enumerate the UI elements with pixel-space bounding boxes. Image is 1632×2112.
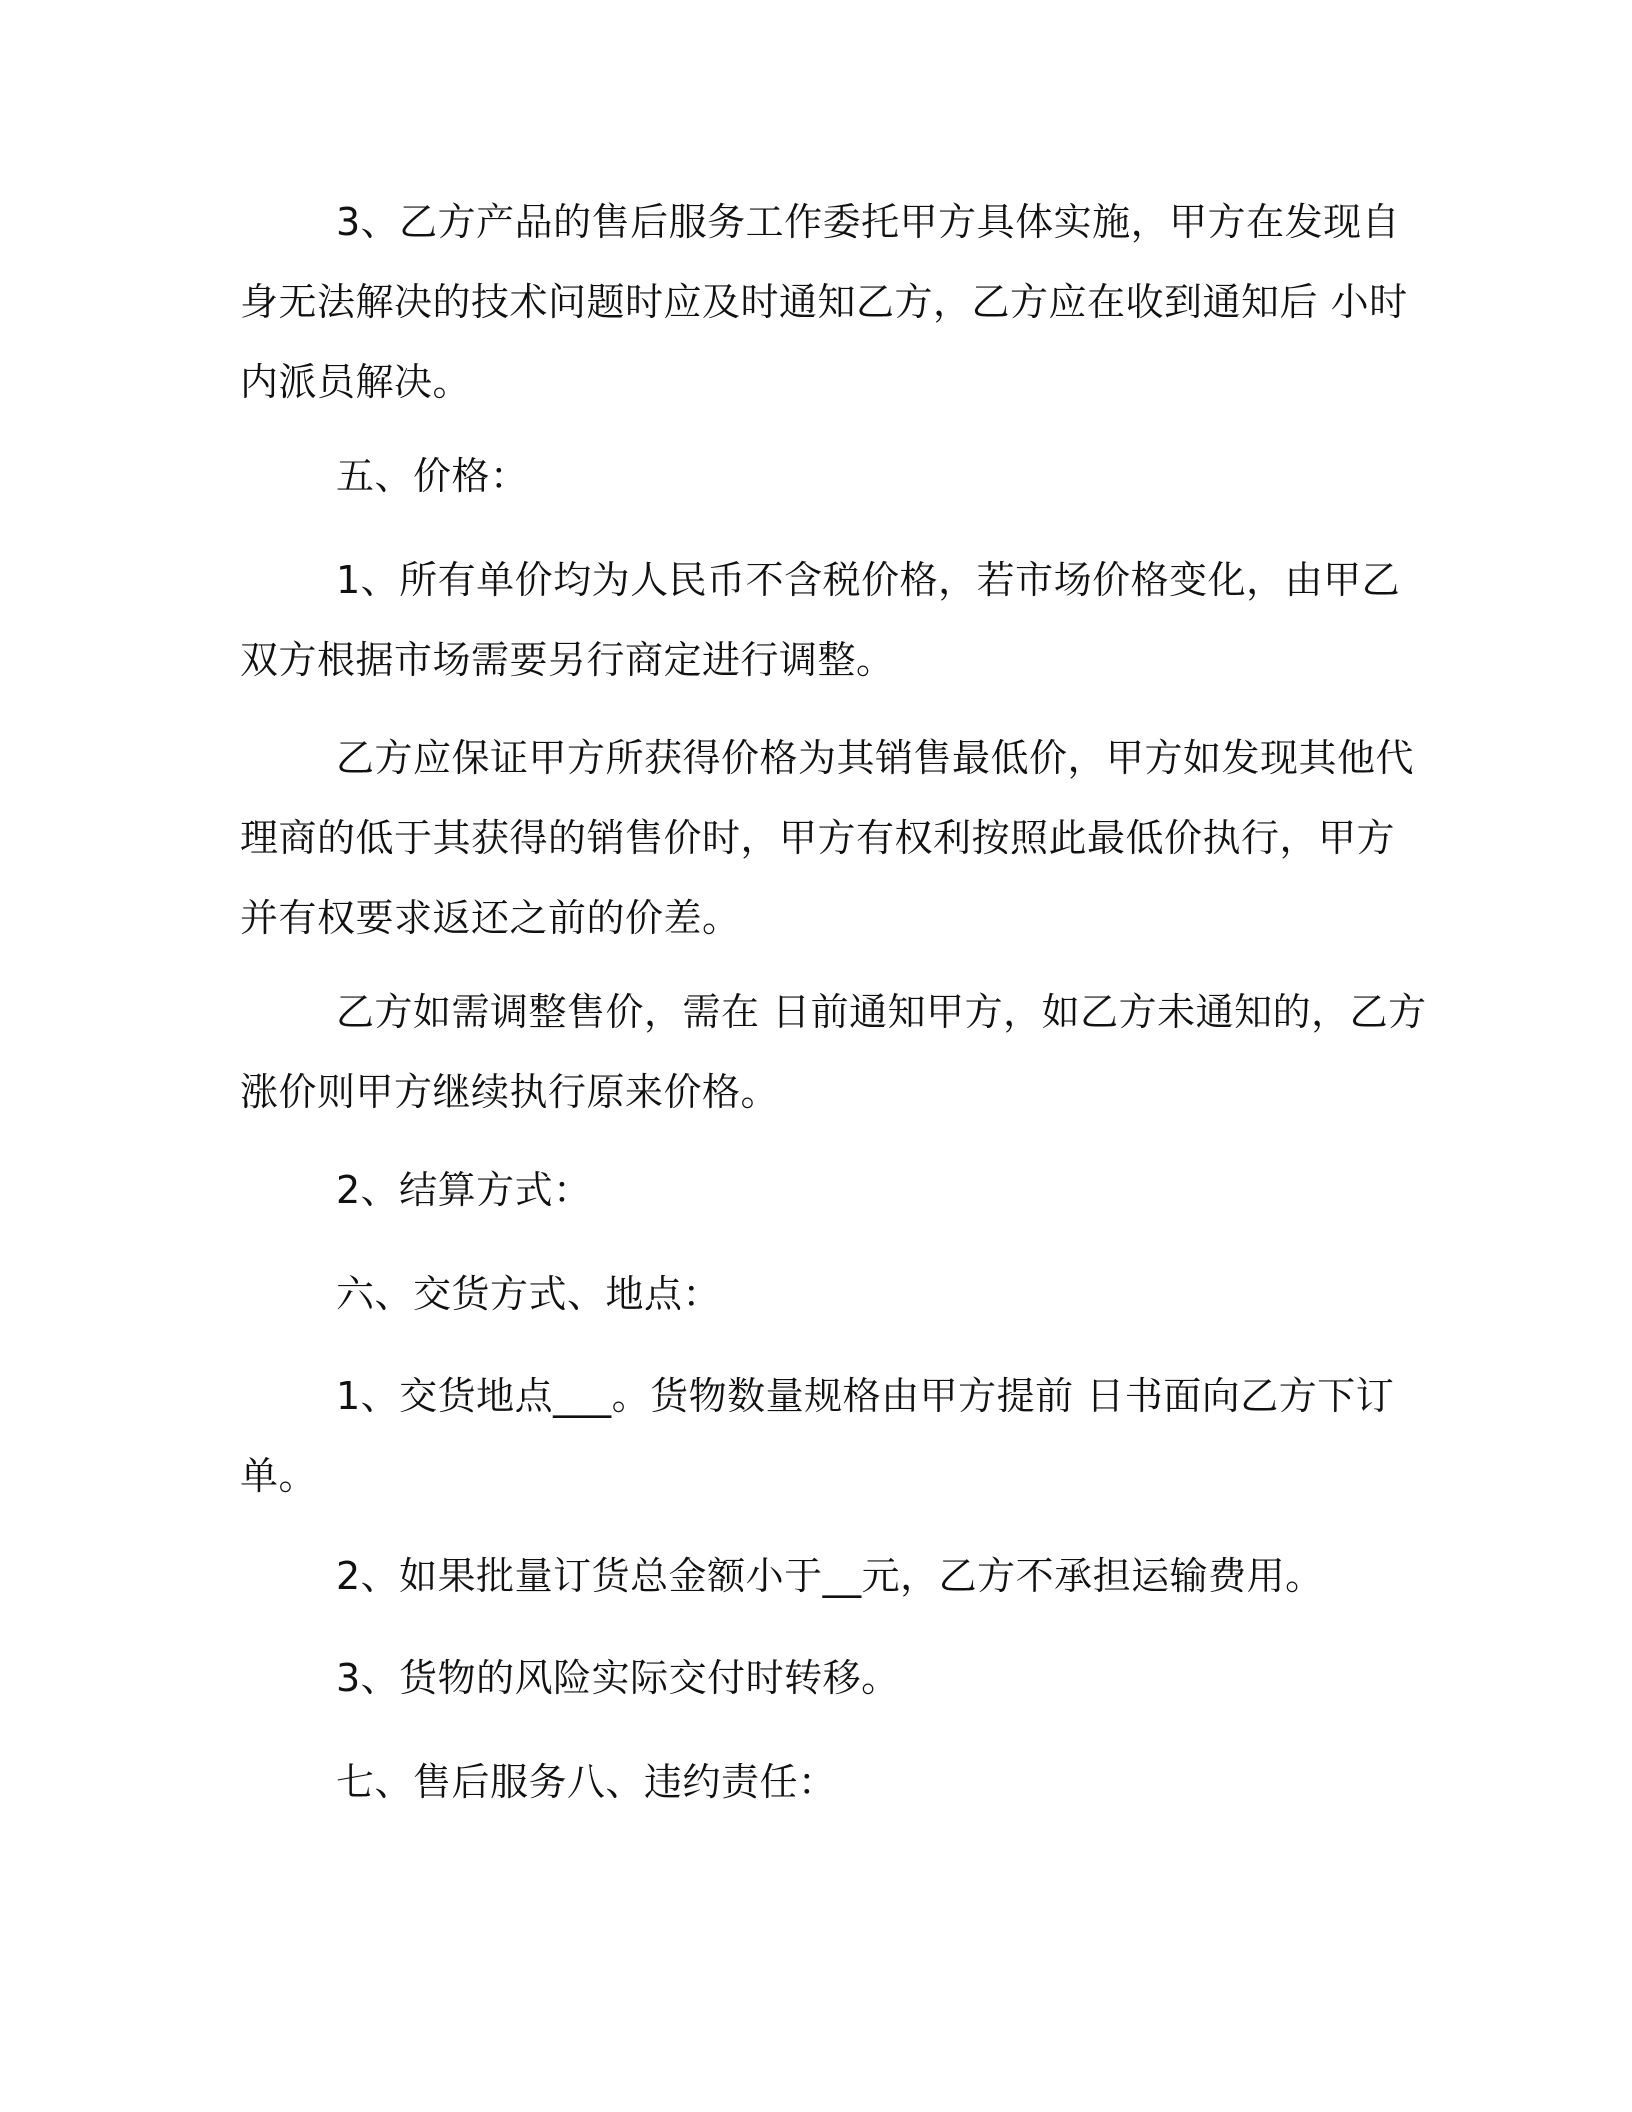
paragraph-risk-transfer: [240, 1638, 1400, 1718]
paragraph-line: 1、交货地点___。货物数量规格由甲方提前 日书面向乙方下订: [336, 1374, 1395, 1418]
paragraph-line: 内派员解决。: [240, 360, 472, 404]
paragraph-line: 涨价则甲方继续执行原来价格。: [240, 1070, 780, 1114]
paragraph-line: 理商的低于其获得的销售价时，甲方有权利按照此最低价执行，甲方: [240, 816, 1396, 860]
paragraph-line: 乙方应保证甲方所获得价格为其销售最低价，甲方如发现其他代: [336, 736, 1415, 780]
paragraph-settlement: [240, 1150, 1400, 1230]
paragraph-line: 单。: [240, 1454, 318, 1498]
section-heading-after-sales-liability: [240, 1742, 1400, 1822]
paragraph-line: 身无法解决的技术问题时应及时通知乙方，乙方应在收到通知后 小时: [240, 280, 1408, 324]
paragraph-shipping-cost: [240, 1536, 1400, 1616]
paragraph-line: 2、如果批量订货总金额小于__元，乙方不承担运输费用。: [336, 1554, 1324, 1598]
paragraph-line: 1、所有单价均为人民币不含税价格，若市场价格变化，由甲乙: [336, 558, 1401, 602]
paragraph-delivery-location: [240, 1356, 1400, 1516]
paragraph-line: 五、价格：: [336, 454, 529, 498]
paragraph-price-adjustment: [240, 972, 1427, 1132]
section-heading-price: [240, 436, 1400, 516]
paragraph-line: 七、售后服务八、违约责任：: [336, 1760, 837, 1804]
paragraph-line: 并有权要求返还之前的价差。: [240, 896, 741, 940]
section-heading-delivery: [240, 1254, 1400, 1334]
paragraph-line: 双方根据市场需要另行商定进行调整。: [240, 638, 895, 682]
paragraph-line: 2、结算方式：: [336, 1168, 592, 1212]
paragraph-unit-price: [240, 540, 1400, 700]
paragraph-after-sales-delegation: [240, 182, 1408, 422]
paragraph-line: 3、货物的风险实际交付时转移。: [336, 1656, 900, 1700]
paragraph-lowest-price-guarantee: [240, 718, 1415, 958]
paragraph-line: 六、交货方式、地点：: [336, 1272, 722, 1316]
paragraph-line: 乙方如需调整售价，需在 日前通知甲方，如乙方未通知的，乙方: [336, 990, 1427, 1034]
paragraph-line: 3、乙方产品的售后服务工作委托甲方具体实施，甲方在发现自: [336, 200, 1401, 244]
